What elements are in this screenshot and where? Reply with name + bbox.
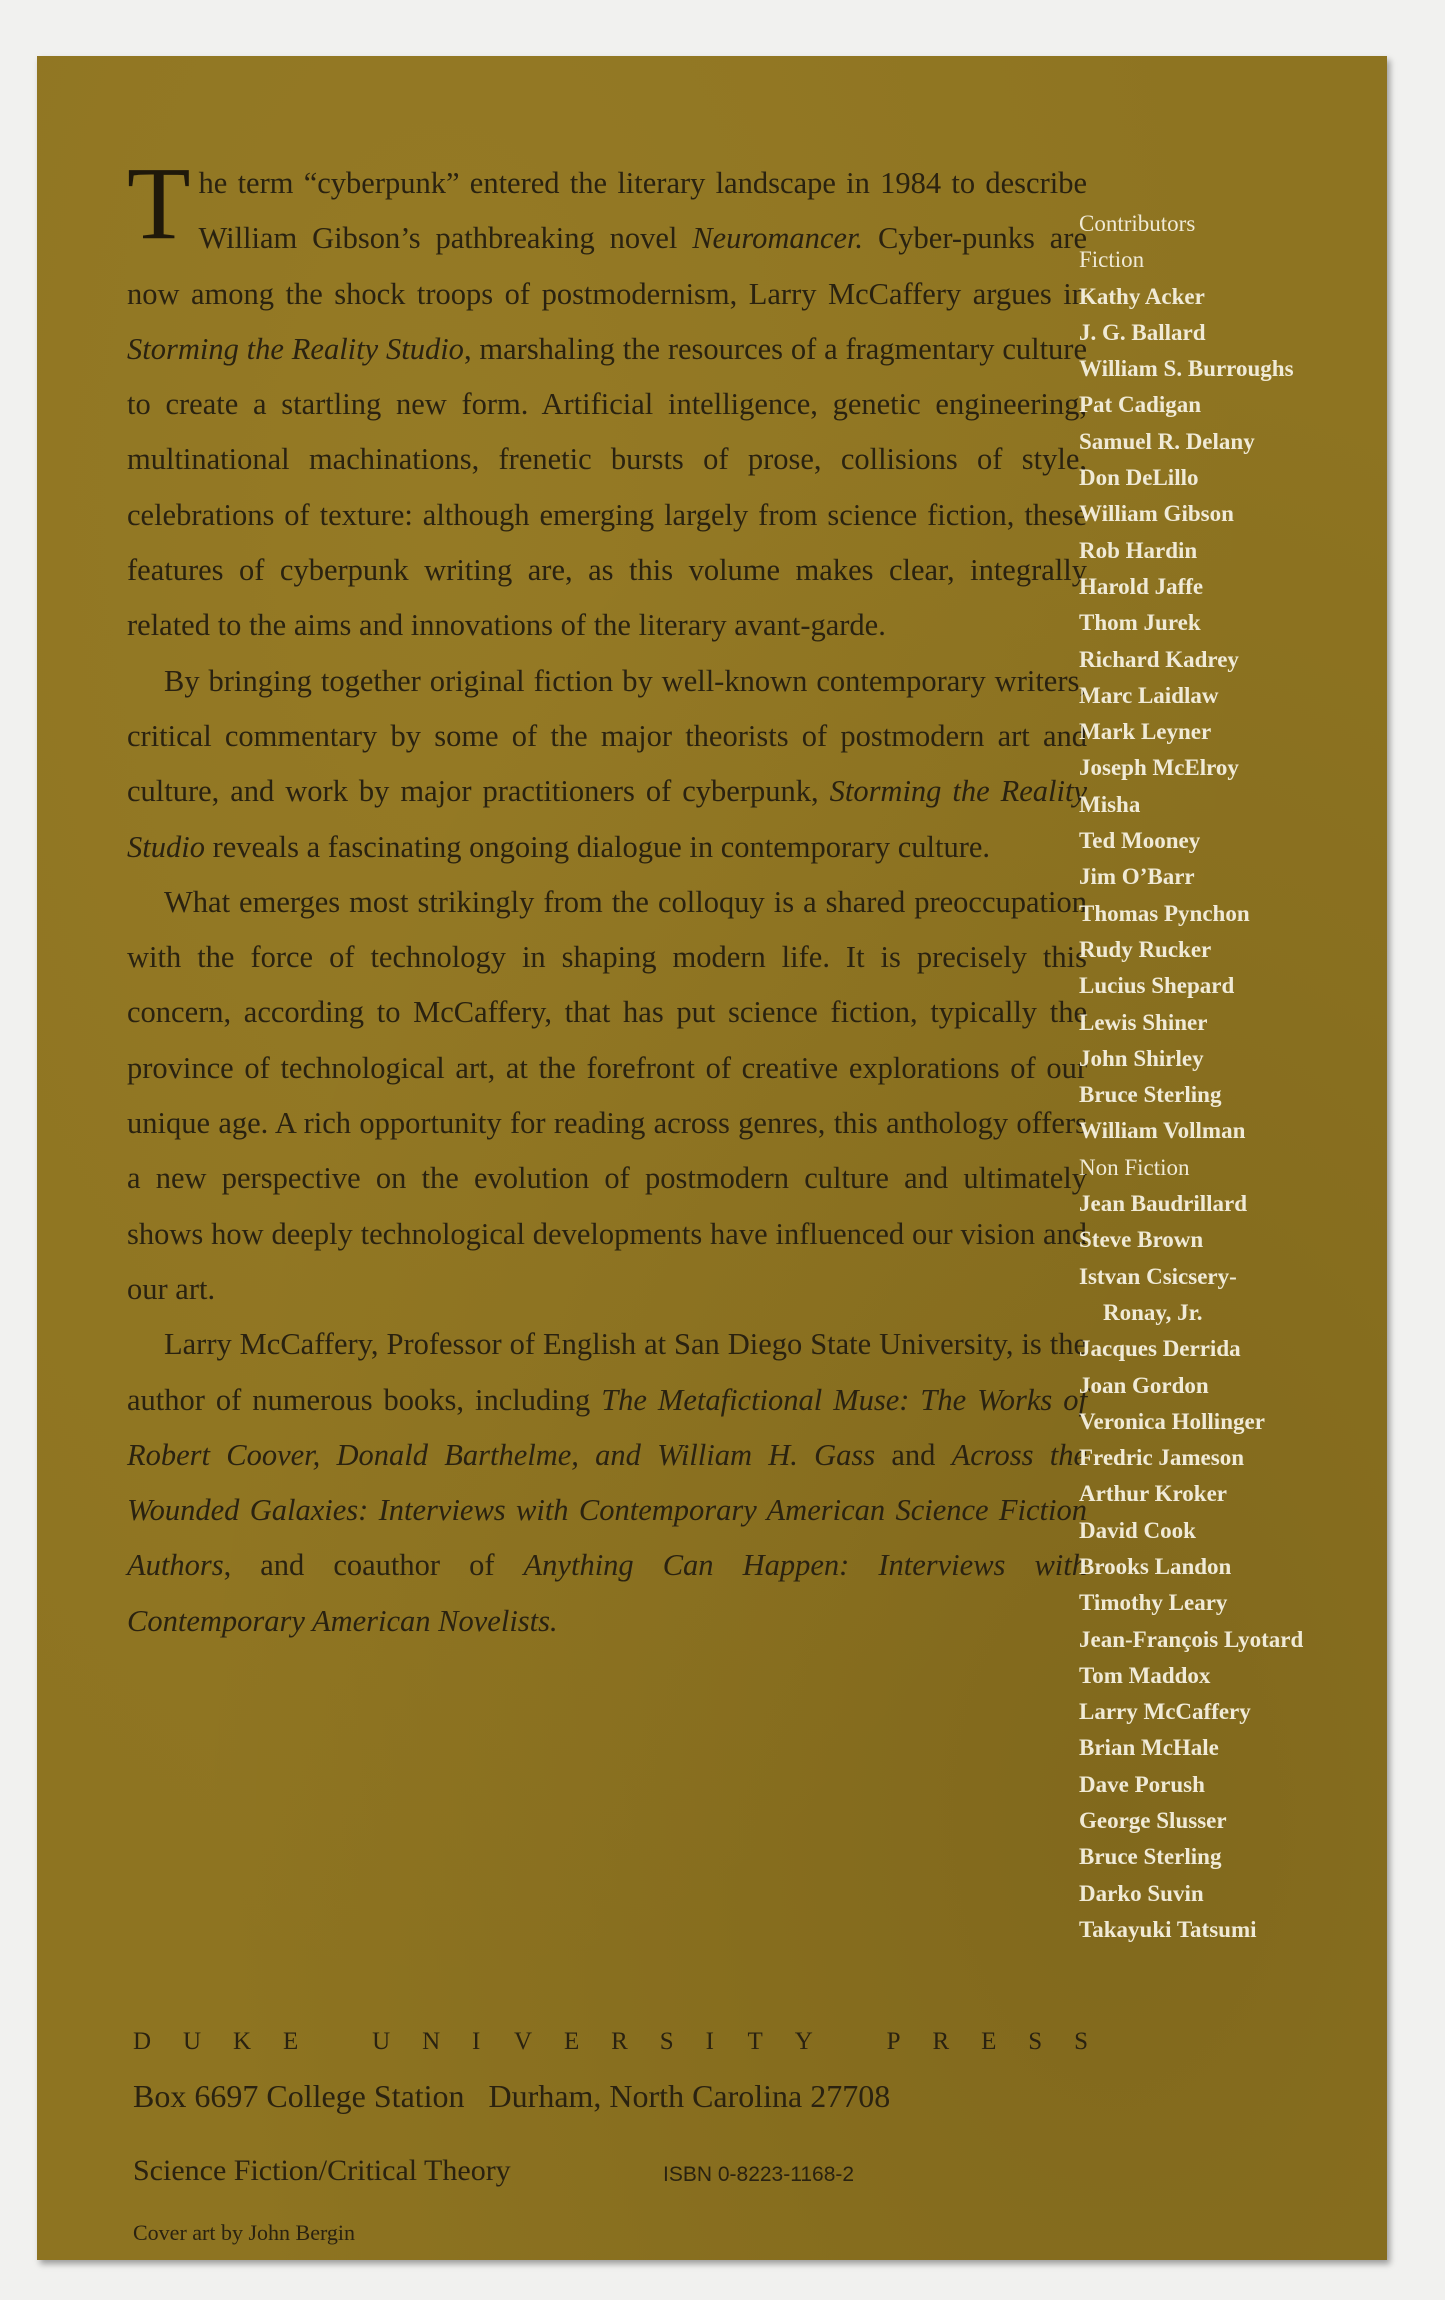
contributor-name: William Gibson [1079, 501, 1234, 527]
contributor-name: David Cook [1079, 1517, 1196, 1543]
contributor-name: Darko Suvin [1079, 1880, 1204, 1906]
contributor-name: John Shirley [1079, 1045, 1204, 1071]
publisher-letter: T [747, 2028, 763, 2055]
contributor-name: Rob Hardin [1079, 537, 1198, 563]
contributor-name: Samuel R. Delany [1079, 428, 1255, 454]
contributor-name: Dave Porush [1079, 1771, 1205, 1797]
publisher-letter: U [372, 2028, 391, 2055]
publisher-letter: R [611, 2028, 628, 2055]
contributor-name: Istvan Csicsery- [1079, 1263, 1237, 1289]
italic-title-text: Across the Wounded Galaxies: Interviews with Contemporary American Science Fiction Authors [127, 1437, 1088, 1583]
publisher-letter: K [232, 2028, 252, 2055]
publisher-letter: E [981, 2028, 997, 2055]
contributor-name: Jean Baudrillard [1079, 1191, 1248, 1217]
publisher-letter: R [932, 2028, 950, 2055]
blurb-paragraph-3 [127, 875, 1087, 1317]
contributor-name: William S. Burroughs [1079, 356, 1294, 382]
italic-title-text: Storming the Reality Studio [127, 331, 464, 366]
contributor-name: Takayuki Tatsumi [1079, 1916, 1257, 1942]
publisher-letter: I [705, 2028, 714, 2055]
publisher-letter: S [1074, 2028, 1088, 2055]
contributor-name: William Vollman [1079, 1118, 1246, 1144]
contributor-name: Tom Maddox [1079, 1662, 1211, 1688]
publisher-letter [845, 2028, 855, 2056]
blurb-paragraph-2 [127, 654, 1087, 875]
contributor-name: Brian McHale [1079, 1735, 1219, 1761]
contributor-name: George Slusser [1079, 1808, 1227, 1834]
paragraph-text: reveals a fascinating ongoing dialogue in contemporary culture. [204, 829, 991, 864]
cover-art-credit: Cover art by John Bergin [133, 2220, 356, 2245]
contributor-name: Jim O’Barr [1079, 864, 1195, 890]
publisher-letter: V [513, 2028, 533, 2055]
contributor-name: Steve Brown [1079, 1227, 1204, 1253]
contributor-name: Don DeLillo [1079, 465, 1199, 491]
nonfiction-contributors [1079, 1186, 1399, 1948]
contributor-name: Thomas Pynchon [1079, 900, 1250, 926]
contributor-name: J. G. Ballard [1079, 319, 1206, 345]
blurb-paragraph-1 [127, 146, 1088, 654]
fiction-heading: Fiction [1079, 247, 1145, 273]
paragraph-text: , marshaling the resources of a fragmentary culture to create a startling new form. Artificial intelligence, genetic engineering, multinational machinations, frenetic bursts of prose, collisions of style, celebrations of texture: although emerging largely from science fiction, these features of cyberpunk writing are, as this volume makes clear, integrally related to the aims and innovations of the literary avant-garde. [127, 331, 1087, 643]
contributor-name: Timothy Leary [1079, 1590, 1228, 1616]
nonfiction-heading: Non Fiction [1079, 1154, 1190, 1180]
contributors-list [1079, 206, 1399, 1948]
contributor-name: Joan Gordon [1079, 1372, 1209, 1398]
contributor-name: Richard Kadrey [1079, 646, 1239, 672]
paragraph-text: What emerges most strikingly from the colloquy is a shared preoccupation with the force of technology in shaping modern life. It is precisely this concern, according to McCaffery, that has put science fiction, typically the province of technological art, at the forefront of creative explorations of our unique age. A rich opportunity for reading across genres, this anthology offers a new perspective on the evolution of postmodern culture and ultimately shows how deeply technological developments have influenced our vision and our art. [127, 884, 1087, 1306]
publisher-letter: D [133, 2028, 152, 2055]
publisher-letter: N [422, 2028, 441, 2055]
italic-title-text: The Metafictional Muse: The Works of Robert Coover, Donald Barthelme, and William H. Gass [127, 1382, 1087, 1472]
contributor-name: Ted Mooney [1079, 828, 1201, 854]
fiction-contributors [1079, 279, 1399, 1150]
contributor-name: Rudy Rucker [1079, 936, 1212, 962]
publisher-letter [330, 2028, 340, 2056]
contributor-name: Bruce Sterling [1079, 1844, 1222, 1870]
contributor-name: Pat Cadigan [1079, 392, 1202, 418]
contributor-name: Marc Laidlaw [1079, 682, 1219, 708]
author-bio-paragraph [127, 1317, 1087, 1649]
publisher-name [133, 2028, 1088, 2056]
contributor-name: Thom Jurek [1079, 610, 1201, 636]
isbn-number: ISBN 0-8223-1168-2 [663, 2163, 855, 2186]
book-back-cover [37, 56, 1387, 2260]
italic-title-text: Neuromancer. [692, 221, 864, 256]
publisher-letter: E [282, 2028, 299, 2055]
publisher-letter: E [563, 2028, 580, 2055]
contributor-name: Misha [1079, 791, 1141, 817]
contributor-name: Lucius Shepard [1079, 973, 1235, 999]
paragraph-text: he term “cyberpunk” entered the literary landscape in 1984 to describe William Gibson’s pathbreaking novel [198, 166, 1087, 256]
paragraph-text: , and coauthor of [223, 1548, 524, 1583]
contributor-name: Joseph McElroy [1079, 755, 1239, 781]
contributors-heading: Contributors [1079, 211, 1196, 236]
publisher-letter: P [886, 2028, 901, 2055]
paragraph-text: By bringing together original fiction by well-known contemporary writers, critical commentary by some of the major theorists of postmodern art and culture, and work by major practitioners of cyberpunk, [127, 663, 1087, 809]
paragraph-text: Larry McCaffery, Professor of English at San Diego State University, is the author of numerous books, including [127, 1327, 1087, 1417]
contributor-name: Mark Leyner [1079, 719, 1212, 745]
drop-cap: T [127, 146, 191, 261]
paragraph-text: and [875, 1437, 952, 1472]
publisher-letter: Y [794, 2028, 813, 2055]
paragraph-text: Cyber-punks are now among the shock troops of postmodernism, Larry McCaffery argues in [127, 221, 1088, 311]
contributor-name: Jacques Derrida [1079, 1336, 1241, 1362]
italic-title-text: Storming the Reality Studio [127, 774, 1088, 864]
publisher-letter: S [1028, 2028, 1043, 2055]
publisher-letter: S [659, 2028, 674, 2055]
blurb-paragraph-1-text [127, 146, 1088, 643]
contributor-name: Brooks Landon [1079, 1553, 1232, 1579]
contributor-name: Arthur Kroker [1079, 1481, 1227, 1507]
contributor-name: Ronay, Jr. [1103, 1299, 1203, 1325]
publisher-letter: U [182, 2028, 202, 2055]
italic-title-text: Anything Can Happen: Interviews with Contemporary American Novelists. [127, 1548, 1087, 1638]
contributor-name: Larry McCaffery [1079, 1699, 1251, 1725]
contributor-name: Fredric Jameson [1079, 1445, 1245, 1471]
publisher-address: Box 6697 College Station Durham, North Carolina 27708 [133, 2078, 891, 2114]
contributor-name: Kathy Acker [1079, 283, 1205, 309]
blurb-column [127, 146, 1088, 1649]
contributor-name: Lewis Shiner [1079, 1009, 1208, 1035]
publisher-letter: I [472, 2028, 481, 2055]
contributor-name: Jean-François Lyotard [1079, 1626, 1304, 1652]
contributor-name: Bruce Sterling [1079, 1082, 1222, 1108]
book-category: Science Fiction/Critical Theory [133, 2154, 511, 2187]
contributor-name: Harold Jaffe [1079, 573, 1204, 599]
contributor-name: Veronica Hollinger [1079, 1408, 1265, 1434]
